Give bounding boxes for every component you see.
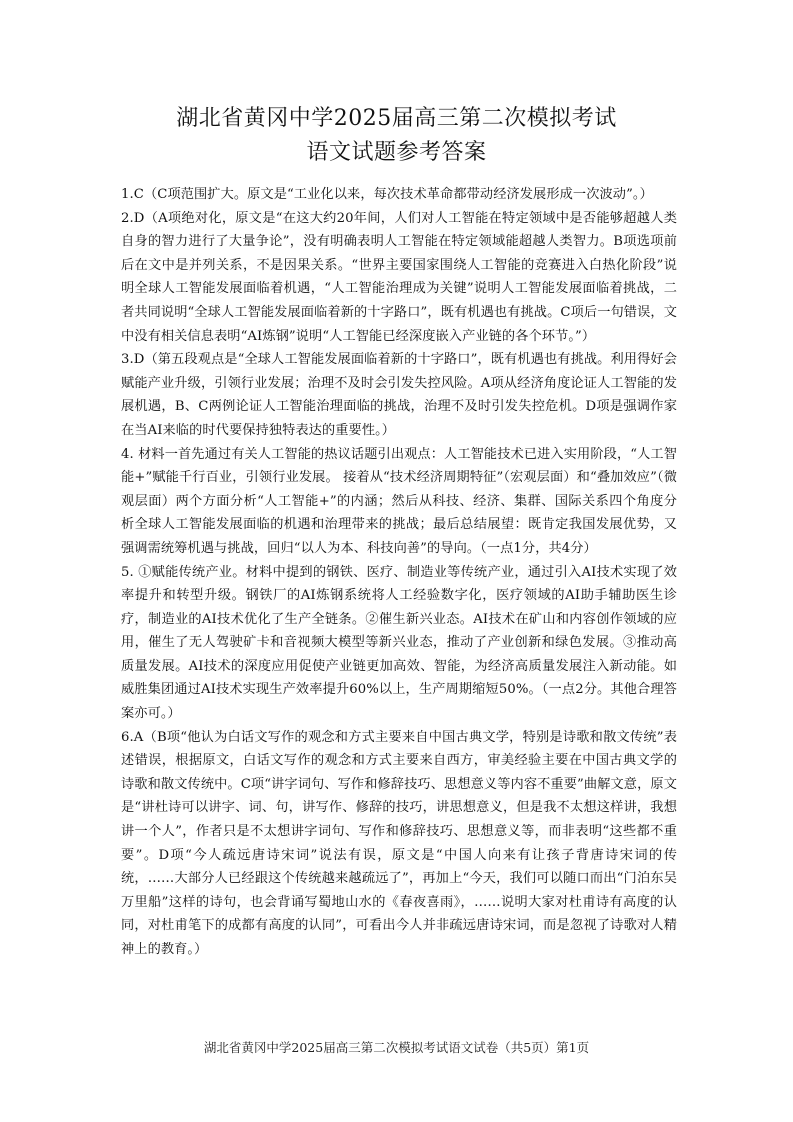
answer-item-3: 3.D（第五段观点是“全球人工智能发展面临着新的十字路口”，既有机遇也有挑战。利用得好会赋能产业升级，引领行业发展；治理不及时会引发失控风险。A项从经济角度论证人工智能的发展机遇，B、C两例论证人工智能治理面临的挑战，治理不及时引发失控危机。D项是强调作家在当AI来临的时代要保持独特表达的重要性。）: [121, 352, 677, 438]
exam-subtitle: 语文试题参考答案: [306, 140, 487, 165]
answer-item-4: 4. 材料一首先通过有关人工智能的热议话题引出观点：人工智能技术已进入实用阶段，“人工智能+”赋能千行百业，引领行业发展。 接着从“技术经济周期特征”（宏观层面）和“叠加效应”（微观层面）两个方面分析“人工智能+”的内涵；然后从科技、经济、集群、国际关系四个角度分析全球人工智能发展面临的机遇和治理带来的挑战；最后总结展望：既肯定我国发展优势，又强调需统筹机遇与挑战，回归“以人为本、科技向善”的导向。（一点1分，共4分）: [121, 446, 677, 556]
answer-body: [121, 183, 677, 962]
answer-item-6: 6.A（B项“他认为白话文写作的观念和方式主要来自中国古典文学，特别是诗歌和散文传统”表述错误，根据原文，白话文写作的观念和方式主要来自西方，审美经验主要在中国古典文学的诗歌和散文传统中。C项“讲字词句、写作和修辞技巧、思想意义等内容不重要”曲解文意，原文是“讲杜诗可以讲字、词、句，讲写作、修辞的技巧，讲思想意义，但是我不太想这样讲，我想讲一个人”，作者只是不太想讲字词句、写作和修辞技巧、思想意义等，而非表明“这些都不重要”。D项“今人疏远唐诗宋词”说法有误，原文是“中国人向来有让孩子背唐诗宋词的传统，……大部分人已经跟这个传统越来越疏远了”，再加上“今天，我们可以随口而出“门泊东吴万里船”这样的诗句，也会背诵写蜀地山水的《春夜喜雨》，……说明大家对杜甫诗有高度的认同，对杜甫笔下的成都有高度的认同”，可看出今人并非疏远唐诗宋词，而是忽视了诗歌对人精神上的教育。）: [121, 729, 677, 957]
answer-item-2: 2.D（A项绝对化，原文是“在这大约20年间，人们对人工智能在特定领域中是否能够超越人类自身的智力进行了大量争论”，没有明确表明人工智能在特定领域能超越人类智力。B项选项前后在文中是并列关系，不是因果关系。“世界主要国家围绕人工智能的竞赛进入白热化阶段”说明全球人工智能发展面临着机遇，“人工智能治理成为关键”说明人工智能发展面临着挑战，二者共同说明“全球人工智能发展面临着新的十字路口”，既有机遇也有挑战。C项后一句错误，文中没有相关信息表明“AI炼钢”说明“人工智能已经深度嵌入产业链的各个环节。”）: [121, 210, 677, 344]
page-footer: 湖北省黄冈中学2025届高三第二次模拟考试语文试卷（共5页）第1页: [203, 1040, 590, 1055]
answer-item-5: 5. ①赋能传统产业。材料中提到的钢铁、医疗、制造业等传统产业，通过引入AI技术实现了效率提升和转型升级。钢铁厂的AI炼钢系统将人工经验数字化，医疗领域的AI助手辅助医生诊疗，制造业的AI技术优化了生产全链条。②催生新兴业态。AI技术在矿山和内容创作领域的应用，催生了无人驾驶矿卡和音视频大模型等新兴业态，推动了产业创新和绿色发展。③推动高质量发展。AI技术的深度应用促使产业链更加高效、智能，为经济高质量发展注入新动能。如威胜集团通过AI技术实现生产效率提升60%以上，生产周期缩短50%。（一点2分。其他合理答案亦可。）: [121, 564, 677, 722]
answer-item-1: 1.C（C项范围扩大。原文是“工业化以来，每次技术革命都带动经济发展形成一次波动”。）: [121, 187, 653, 202]
exam-title: 湖北省黄冈中学2025届高三第二次模拟考试: [176, 106, 617, 131]
